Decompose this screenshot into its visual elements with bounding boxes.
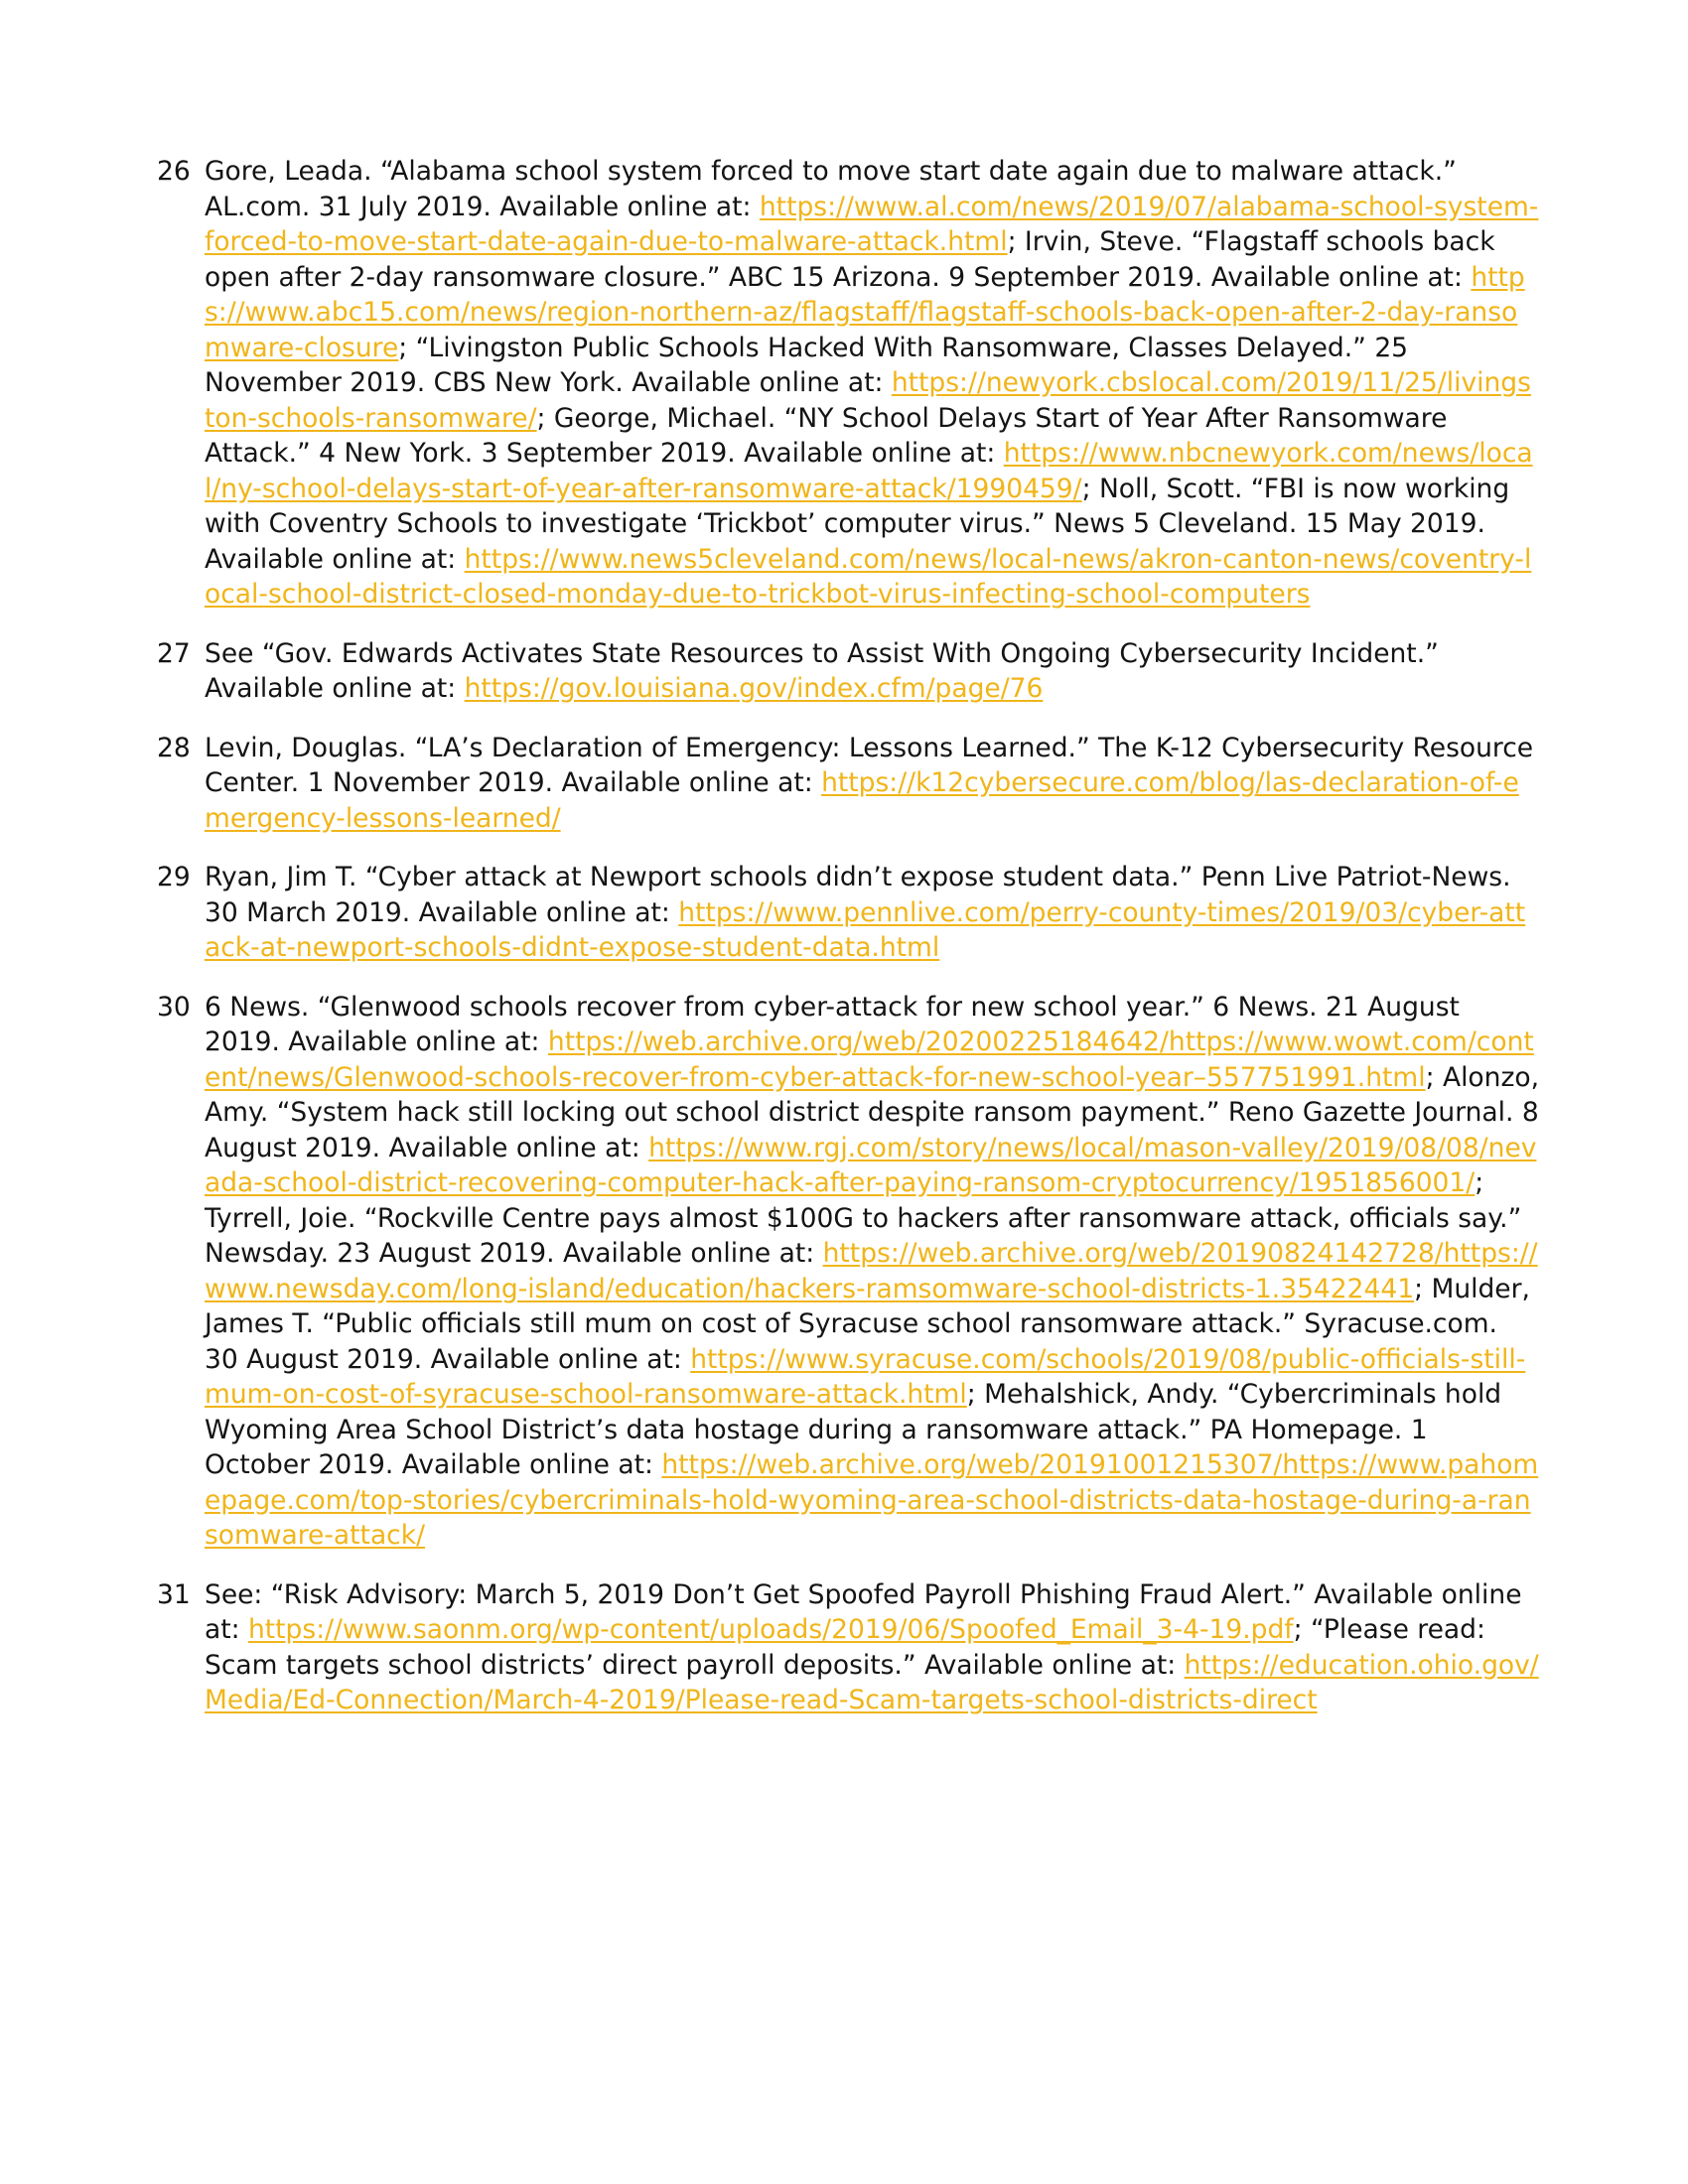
citation-text: ; “Livingston Public Schools Hacked With Ransomware, Classes Delayed.” 25 November 2019. CBS New York. Available online at: — [205, 332, 1409, 398]
citation-link[interactable]: https://newyork.cbslocal.com/2019/11/25/livingston-schools-ransomware/ — [205, 367, 1531, 434]
citation-text: ; Mehalshick, Andy. “Cybercriminals hold Wyoming Area School District’s data hostage during a ransomware attack.” PA Homepage. 1 October 2019. Available online at: — [205, 1379, 1502, 1480]
citation-link[interactable]: https://gov.louisiana.gov/index.cfm/page/76 — [464, 673, 1044, 704]
footnote-list — [157, 154, 1539, 1742]
citation-text: ; Noll, Scott. “FBI is now working with Coventry Schools to investigate ‘Trickbot’ computer virus.” News 5 Cleveland. 15 May 2019. Available online at: — [205, 473, 1510, 575]
footnote-30 — [157, 990, 1539, 1554]
footnote-26 — [157, 154, 1539, 613]
citation-link[interactable]: https://education.ohio.gov/Media/Ed-Connection/March-4-2019/Please-read-Scam-targets-school-districts-direct — [205, 1649, 1539, 1715]
footnote-text — [205, 154, 1539, 613]
footnote-number: 30 — [157, 991, 191, 1023]
footnote-number: 28 — [157, 732, 191, 763]
citation-link[interactable]: https://www.rgj.com/story/news/local/mason-valley/2019/08/08/nevada-school-district-recovering-computer-hack-after-paying-ransom-cryptocurrency/1951856001/ — [205, 1132, 1537, 1198]
citation-link[interactable]: https://www.news5cleveland.com/news/local-news/akron-canton-news/coventry-local-school-district-closed-monday-due-to-trickbot-virus-infecting-school-computers — [205, 543, 1532, 610]
citation-text: See “Gov. Edwards Activates State Resources to Assist With Ongoing Cybersecurity Incident.” Available online at: — [205, 637, 1439, 704]
citation-text: Ryan, Jim T. “Cyber attack at Newport schools didn’t expose student data.” Penn Live Patriot-News. 30 March 2019. Available online at: — [205, 862, 1511, 928]
citation-text: ; “Please read: Scam targets school districts’ direct payroll deposits.” Available online at: — [205, 1614, 1485, 1681]
citation-text: ; Tyrrell, Joie. “Rockville Centre pays almost $100G to hackers after ransomware attack, officials say.” Newsday. 23 August 2019. Available online at: — [205, 1167, 1522, 1269]
footnote-number: 26 — [157, 156, 191, 187]
footnote-number: 31 — [157, 1578, 191, 1610]
citation-text: See: “Risk Advisory: March 5, 2019 Don’t Get Spoofed Payroll Phishing Fraud Alert.” Available online at: — [205, 1578, 1522, 1645]
citation-link[interactable]: https://www.abc15.com/news/region-northern-az/flagstaff/flagstaff-schools-back-open-after-2-day-ransomware-closure — [205, 261, 1525, 363]
citation-text: ; Alonzo, Amy. “System hack still locking out school district despite ransom payment.” Reno Gazette Journal. 8 August 2019. Available online at: — [205, 1061, 1539, 1163]
footnote-number: 29 — [157, 862, 191, 892]
footnote-31 — [157, 1577, 1539, 1718]
citation-link[interactable]: https://k12cybersecure.com/blog/las-declaration-of-emergency-lessons-learned/ — [205, 767, 1519, 834]
citation-link[interactable]: https://www.syracuse.com/schools/2019/08/public-officials-still-mum-on-cost-of-syracuse-school-ransomware-attack.html — [205, 1343, 1526, 1410]
citation-text: ; Mulder, James T. “Public officials still mum on cost of Syracuse school ransomware attack.” Syracuse.com. 30 August 2019. Available online at: — [205, 1273, 1530, 1375]
citation-text: Levin, Douglas. “LA’s Declaration of Emergency: Lessons Learned.” The K-12 Cybersecurity Resource Center. 1 November 2019. Available online at: — [205, 732, 1534, 798]
footnote-number: 27 — [157, 637, 191, 669]
footnote-text — [205, 731, 1539, 837]
footnote-text — [205, 990, 1539, 1554]
citation-link[interactable]: https://web.archive.org/web/20200225184642/https://www.wowt.com/content/news/Glenwood-schools-recover-from-cyber-attack-for-new-school-year–557751991.html — [205, 1026, 1534, 1093]
footnote-text — [205, 1577, 1539, 1718]
citation-link[interactable]: https://www.saonm.org/wp-content/uploads/2019/06/Spoofed_Email_3-4-19.pdf — [247, 1614, 1294, 1645]
footnote-text — [205, 860, 1539, 966]
citation-link[interactable]: https://www.al.com/news/2019/07/alabama-school-system-forced-to-move-start-date-again-due-to-malware-attack.html — [205, 191, 1539, 257]
citation-link[interactable]: https://www.nbcnewyork.com/news/local/ny-school-delays-start-of-year-after-ransomware-attack/1990459/ — [205, 438, 1533, 504]
citation-text: ; Irvin, Steve. “Flagstaff schools back open after 2-day ransomware closure.” ABC 15 Arizona. 9 September 2019. Available online at: — [205, 226, 1495, 293]
citation-text: Gore, Leada. “Alabama school system forced to move start date again due to malware attack.” AL.com. 31 July 2019. Available online at: — [205, 156, 1457, 222]
footnote-29 — [157, 860, 1539, 966]
citation-link[interactable]: https://www.pennlive.com/perry-county-times/2019/03/cyber-attack-at-newport-schools-didnt-expose-student-data.html — [205, 896, 1526, 963]
citation-text: ; George, Michael. “NY School Delays Start of Year After Ransomware Attack.” 4 New York. 3 September 2019. Available online at: — [205, 402, 1448, 469]
citation-link[interactable]: https://web.archive.org/web/20191001215307/https://www.pahomepage.com/top-stories/cybercriminals-hold-wyoming-area-school-districts-data-hostage-during-a-ransomware-attack/ — [205, 1449, 1539, 1551]
citation-link[interactable]: https://web.archive.org/web/20190824142728/https://www.newsday.com/long-island/education/hackers-ramsomware-school-districts-1.35422441 — [205, 1238, 1538, 1304]
footnote-27 — [157, 636, 1539, 707]
footnote-28 — [157, 731, 1539, 837]
citation-text: 6 News. “Glenwood schools recover from cyber-attack for new school year.” 6 News. 21 August 2019. Available online at: — [205, 991, 1460, 1057]
footnote-text — [205, 636, 1539, 707]
